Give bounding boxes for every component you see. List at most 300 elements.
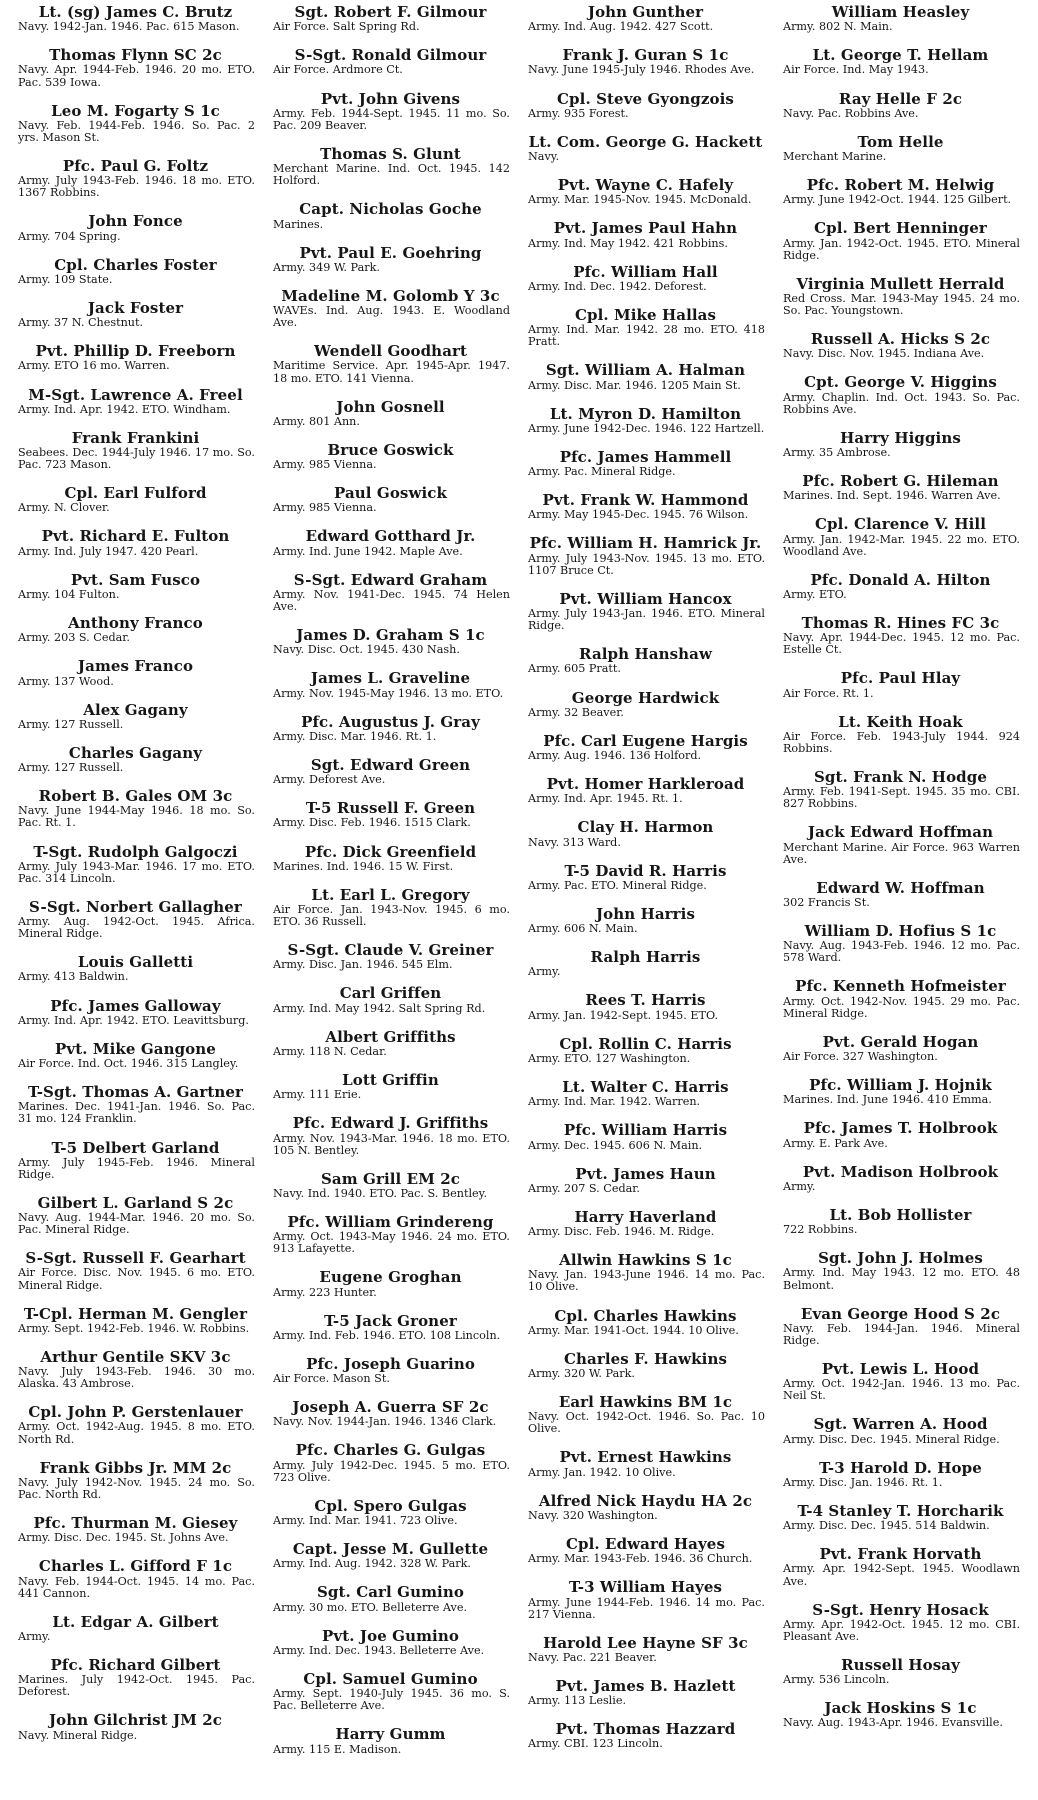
service-details: Army. Deforest Ave. [273, 773, 386, 787]
veteran-name: S-Sgt. Claude V. Greiner [287, 941, 494, 960]
roster-entry [271, 1214, 510, 1255]
veteran-name: Pfc. William Hall [573, 262, 718, 281]
service-details: Army. 137 Wood. [18, 674, 114, 688]
veteran-name: T-4 Stanley T. Horcharik [797, 1501, 1004, 1520]
roster-entry [271, 91, 510, 132]
veteran-name: Cpl. Charles Foster [54, 255, 217, 274]
service-details: Army. 320 W. Park. [528, 1367, 635, 1380]
roster-entry [781, 615, 1020, 656]
roster-entry [271, 245, 510, 274]
service-details: Navy. Pac. 221 Beaver. [528, 1650, 657, 1664]
service-details: Army. Oct. 1942-Jan. 1946. 13 mo. Pac. Neil St. [783, 1377, 1020, 1403]
service-details: Merchant Marine. Air Force. 963 Warren Ave. [783, 840, 1020, 866]
service-details: Army. [528, 965, 561, 979]
service-details: Army. 606 N. Main. [528, 922, 638, 936]
service-details: Navy. Pac. Robbins Ave. [783, 106, 919, 120]
roster-entry [526, 492, 765, 521]
service-details: Army. May 1945-Dec. 1945. 76 Wilson. [528, 508, 749, 522]
veteran-name: Pfc. Dick Greenfield [304, 842, 477, 861]
service-details: Army. Pac. Mineral Ridge. [528, 465, 676, 479]
roster-column-3 [520, 4, 775, 1800]
service-details: Air Force. Feb. 1943-July 1944. 924 Robbins. [783, 729, 1020, 755]
service-details: Army. Ind. May 1942. Salt Spring Rd. [273, 1001, 486, 1015]
service-details: Army. Ind. May 1943. 12 mo. ETO. 48 Belmont. [783, 1266, 1020, 1292]
service-details: Merchant Marine. Ind. Oct. 1945. 142 Holford. [273, 162, 510, 188]
roster-entry [271, 1628, 510, 1657]
roster-entry [526, 406, 765, 435]
roster-entry [526, 863, 765, 892]
roster-entry [271, 343, 510, 384]
veteran-name: Sgt. Warren A. Hood [813, 1415, 988, 1434]
service-details: Army. 127 Russell. [18, 761, 124, 775]
service-details: Army. Ind. Aug. 1942. 427 Scott. [528, 20, 714, 34]
veteran-name: Pfc. Joseph Guarino [306, 1354, 475, 1373]
service-details: Army. ETO. [783, 587, 847, 601]
roster-entry [16, 1349, 255, 1390]
service-details: Navy. 320 Washington. [528, 1508, 658, 1522]
service-details: Army. 30 mo. ETO. Belleterre Ave. [273, 1600, 468, 1614]
roster-entry [781, 4, 1020, 33]
roster-entry [781, 220, 1020, 261]
service-details: Army. July 1942-Dec. 1945. 5 mo. ETO. 723 Olive. [273, 1458, 510, 1484]
veteran-name: Cpl. Mike Hallas [574, 305, 717, 324]
roster-entry [781, 1460, 1020, 1489]
service-details: Army. 985 Vienna. [273, 501, 377, 515]
service-details: Navy. Aug. 1943-Feb. 1946. 12 mo. Pac. 578 Ward. [783, 939, 1020, 965]
veteran-name: Sgt. Frank N. Hodge [813, 768, 987, 787]
roster-entry [16, 1460, 255, 1501]
roster-entry [781, 714, 1020, 755]
service-details: Army. Disc. Feb. 1946. 1515 Clark. [273, 816, 471, 830]
veteran-name: Pfc. Paul G. Foltz [62, 157, 209, 176]
veteran-name: Cpl. Spero Gulgas [314, 1496, 467, 1515]
roster-entry [271, 1029, 510, 1058]
roster-entry [16, 1712, 255, 1741]
roster-entry [271, 1498, 510, 1527]
service-details: Army. Disc. Jan. 1946. 545 Elm. [273, 958, 453, 972]
service-details: Navy. June 1944-May 1946. 18 mo. So. Pac. Rt. 1. [18, 804, 255, 830]
veteran-name: Pfc. Donald A. Hilton [810, 570, 991, 589]
veteran-name: Carl Griffen [339, 984, 442, 1003]
service-details: 722 Robbins. [783, 1223, 858, 1237]
service-details: Army. June 1942-Oct. 1944. 125 Gilbert. [783, 193, 1012, 207]
roster-entry [271, 985, 510, 1014]
service-details: Army. Chaplin. Ind. Oct. 1943. So. Pac. Robbins Ave. [783, 390, 1020, 416]
roster-entry [271, 1399, 510, 1428]
roster-entry [16, 103, 255, 144]
roster-entry [526, 177, 765, 206]
roster-entry [781, 1120, 1020, 1149]
veteran-name: Madeline M. Golomb Y 3c [281, 286, 500, 305]
roster-entry [16, 1195, 255, 1236]
service-details: Navy. Oct. 1942-Oct. 1946. So. Pac. 10 Olive. [528, 1410, 765, 1436]
veteran-name: Frank J. Guran S 1c [562, 46, 729, 65]
veteran-name: T-5 David R. Harris [564, 861, 727, 880]
service-details: Army. ETO. 127 Washington. [528, 1051, 691, 1065]
veteran-name: Sam Grill EM 2c [320, 1169, 460, 1188]
roster-entry [16, 899, 255, 940]
veteran-name: James D. Graham S 1c [296, 626, 485, 645]
veteran-name: Lt. (sg) James C. Brutz [38, 4, 233, 21]
service-details: Army. CBI. 123 Lincoln. [528, 1737, 663, 1751]
roster-entry [271, 1072, 510, 1101]
veteran-name: Harry Higgins [840, 428, 961, 447]
veteran-name: T-Cpl. Herman M. Gengler [23, 1304, 248, 1323]
roster-entry [271, 800, 510, 829]
roster-entry [526, 591, 765, 632]
veteran-name: John Fonce [88, 212, 183, 231]
service-details: Army. Feb. 1941-Sept. 1945. 35 mo. CBI. 827 Robbins. [783, 785, 1020, 811]
roster-entry [781, 923, 1020, 964]
roster-entry [526, 264, 765, 293]
service-details: Navy. Feb. 1944-Feb. 1946. So. Pac. 2 yrs. Mason St. [18, 118, 255, 144]
service-details: Army. July 1943-Jan. 1946. ETO. Mineral Ridge. [528, 607, 765, 633]
roster-entry [781, 1503, 1020, 1532]
veteran-name: Lt. Walter C. Harris [562, 1078, 729, 1097]
service-details: Army. 935 Forest. [528, 106, 629, 120]
roster-entry [271, 844, 510, 873]
service-details: Navy. Apr. 1944-Dec. 1945. 12 mo. Pac. Estelle Ct. [783, 631, 1020, 657]
roster-entry [16, 1140, 255, 1181]
veteran-name: Cpl. Charles Hawkins [554, 1306, 737, 1325]
veteran-name: Pfc. James T. Holbrook [803, 1119, 998, 1138]
service-details: Army. Ind. Mar. 1942. Warren. [528, 1095, 701, 1109]
veteran-name: S-Sgt. Ronald Gilmour [294, 46, 487, 65]
roster-entry [16, 213, 255, 242]
service-details: Army. Mar. 1941-Oct. 1944. 10 Olive. [528, 1323, 739, 1337]
veteran-name: Pvt. Thomas Hazzard [555, 1720, 736, 1739]
veteran-name: Pfc. Charles G. Gulgas [295, 1441, 486, 1460]
roster-entry [16, 702, 255, 731]
roster-entry [271, 670, 510, 699]
service-details: Army. Disc. Mar. 1946. 1205 Main St. [528, 378, 741, 392]
veteran-name: T-5 Delbert Garland [51, 1138, 220, 1157]
veteran-name: Pfc. Augustus J. Gray [301, 712, 480, 731]
service-details: Navy. Feb. 1944-Oct. 1945. 14 mo. Pac. 441 Cannon. [18, 1574, 255, 1600]
service-details: Army. [783, 1179, 816, 1193]
veteran-name: Louis Galletti [77, 953, 194, 972]
veteran-name: William Heasley [831, 4, 970, 21]
veteran-name: Frank Frankini [71, 428, 200, 447]
service-details: Army. July 1943-Nov. 1945. 13 mo. ETO. 1107 Bruce Ct. [528, 551, 765, 577]
service-details: Army. Disc. Jan. 1946. Rt. 1. [783, 1475, 943, 1489]
veteran-name: Albert Griffiths [325, 1027, 456, 1046]
veteran-name: Pfc. Kenneth Hofmeister [795, 977, 1006, 996]
service-details: Army. 802 N. Main. [783, 20, 893, 34]
veteran-name: William D. Hofius S 1c [804, 922, 997, 941]
roster-entry [16, 788, 255, 829]
service-details: Army. 605 Pratt. [528, 662, 621, 676]
veteran-name: George Hardwick [571, 688, 720, 707]
service-details: Army. Ind. Mar. 1941. 723 Olive. [273, 1514, 458, 1528]
veteran-name: Virginia Mullett Herrald [796, 274, 1005, 293]
roster-entry [781, 134, 1020, 163]
veteran-name: Lt. Com. George G. Hackett [528, 132, 763, 151]
roster-entry [16, 430, 255, 471]
veteran-name: Pvt. James Paul Hahn [553, 219, 738, 238]
veteran-name: Cpl. Clarence V. Hill [814, 515, 986, 534]
service-details: Marines. Ind. 1946. 15 W. First. [273, 859, 454, 873]
veteran-name: Thomas R. Hines FC 3c [801, 614, 1000, 633]
service-details: Army. 104 Fulton. [18, 587, 120, 601]
roster-entry [16, 300, 255, 329]
veteran-name: Pvt. Madison Holbrook [802, 1162, 999, 1181]
roster-entry [781, 1034, 1020, 1063]
veteran-name: Cpt. George V. Higgins [804, 373, 997, 392]
roster-entry [526, 1209, 765, 1238]
service-details: Army. Disc. Dec. 1945. St. Johns Ave. [18, 1531, 229, 1545]
veteran-name: Leo M. Fogarty S 1c [51, 101, 220, 120]
veteran-name: John Gilchrist JM 2c [48, 1711, 223, 1730]
veteran-name: Pfc. Paul Hlay [840, 669, 961, 688]
roster-entry [781, 1700, 1020, 1729]
veteran-name: Harold Lee Hayne SF 3c [543, 1633, 748, 1652]
service-details: Army. 35 Ambrose. [783, 446, 891, 459]
service-details: Army. 113 Leslie. [528, 1694, 627, 1708]
roster-entry [271, 201, 510, 230]
veteran-name: Ralph Harris [590, 948, 701, 967]
service-details: WAVEs. Ind. Aug. 1943. E. Woodland Ave. [273, 304, 510, 330]
service-details: Army. Apr. 1942-Sept. 1945. Woodlawn Ave. [783, 1562, 1020, 1588]
service-details: Army. 203 S. Cedar. [18, 631, 130, 645]
roster-entry [526, 1394, 765, 1435]
roster-entry [526, 1493, 765, 1522]
veteran-name: Pfc. Robert G. Hileman [802, 472, 999, 491]
roster-entry [271, 627, 510, 656]
veteran-name: Jack Edward Hoffman [807, 823, 994, 842]
veteran-name: Pvt. Gerald Hogan [822, 1032, 979, 1051]
service-details: Navy. [528, 150, 560, 164]
roster-entry [526, 1166, 765, 1195]
veteran-name: Jack Hoskins S 1c [824, 1699, 977, 1718]
service-details: Air Force. Rt. 1. [783, 686, 874, 700]
veteran-name: Pvt. Frank Horvath [819, 1545, 982, 1564]
service-details: Navy. Mineral Ridge. [18, 1728, 138, 1742]
roster-entry [526, 1308, 765, 1337]
service-details: Marines. July 1942-Oct. 1945. Pac. Deforest. [18, 1673, 255, 1699]
service-details: 302 Francis St. [783, 896, 870, 909]
veteran-name: Lt. George T. Hellam [812, 46, 989, 65]
service-details: Air Force. Ardmore Ct. [273, 63, 403, 77]
service-details: Army. Disc. Feb. 1946. M. Ridge. [528, 1225, 715, 1239]
service-details: Navy. Apr. 1944-Feb. 1946. 20 mo. ETO. Pac. 539 Iowa. [18, 63, 255, 89]
roster-entry [781, 177, 1020, 206]
service-details: Army. Aug. 1942-Oct. 1945. Africa. Mineral Ridge. [18, 915, 255, 941]
service-details: Army. Oct. 1943-May 1946. 24 mo. ETO. 913 Lafayette. [273, 1230, 510, 1256]
veteran-name: Alex Gagany [83, 700, 188, 719]
roster-entry [271, 1269, 510, 1298]
service-details: Army. Oct. 1942-Nov. 1945. 29 mo. Pac. Mineral Ridge. [783, 994, 1020, 1020]
veteran-name: Russell A. Hicks S 2c [810, 330, 991, 349]
service-details: Army. Pac. ETO. Mineral Ridge. [528, 878, 707, 892]
roster-entry [781, 1657, 1020, 1686]
roster-entry [16, 1614, 255, 1643]
roster-entry [271, 1171, 510, 1200]
service-details: Army. 349 W. Park. [273, 260, 380, 274]
roster-entry [781, 1164, 1020, 1193]
veteran-name: Jack Foster [87, 298, 184, 317]
service-details: Army. Jan. 1942-Oct. 1945. ETO. Mineral Ridge. [783, 236, 1020, 262]
service-details: Army. Oct. 1942-Aug. 1945. 8 mo. ETO. North Rd. [18, 1420, 255, 1446]
service-details: Army. Aug. 1946. 136 Holford. [528, 748, 702, 762]
veteran-name: Cpl. Bert Henninger [814, 219, 987, 238]
roster-entry [781, 1361, 1020, 1402]
service-details: Army. 207 S. Cedar. [528, 1181, 640, 1195]
veteran-name: Pfc. William Harris [563, 1121, 728, 1140]
service-details: Seabees. Dec. 1944-July 1946. 17 mo. So. Pac. 723 Mason. [18, 446, 255, 472]
service-details: Army. 704 Spring. [18, 229, 121, 243]
veteran-name: Pvt. Mike Gangone [55, 1039, 216, 1058]
roster-entry [271, 146, 510, 187]
veteran-name: Charles F. Hawkins [563, 1349, 727, 1368]
veteran-name: Russell Hosay [841, 1655, 960, 1674]
roster-entry [781, 331, 1020, 360]
roster-entry [16, 343, 255, 372]
service-details: Navy. June 1945-July 1946. Rhodes Ave. [528, 63, 755, 77]
roster-entry [526, 776, 765, 805]
roster-entry [16, 1558, 255, 1599]
veteran-name: James Franco [77, 657, 194, 676]
veteran-name: Pvt. William Hancox [559, 589, 732, 608]
service-details: Army. Jan. 1942-Sept. 1945. ETO. [528, 1008, 719, 1022]
roster-entry [781, 516, 1020, 557]
service-details: Army. Ind. Mar. 1942. 28 mo. ETO. 418 Pratt. [528, 323, 765, 349]
roster-entry [781, 1602, 1020, 1643]
roster-entry [271, 1541, 510, 1570]
service-details: Army. N. Clover. [18, 501, 110, 515]
service-details: Army. E. Park Ave. [783, 1136, 888, 1150]
veteran-name: Pfc. William Grindereng [287, 1212, 494, 1231]
service-details: Army. Ind. Dec. 1943. Belleterre Ave. [273, 1643, 485, 1657]
roster-entry [526, 1678, 765, 1707]
roster-entry [271, 442, 510, 471]
roster-entry [781, 430, 1020, 459]
roster-entry [526, 91, 765, 120]
veteran-name: Lt. Earl L. Gregory [311, 885, 470, 904]
roster-entry [526, 1252, 765, 1293]
veteran-name: Pfc. William J. Hojnik [809, 1076, 992, 1095]
veteran-name: S-Sgt. Russell F. Gearhart [25, 1249, 246, 1268]
service-details: Army. Mar. 1945-Nov. 1945. McDonald. [528, 193, 752, 207]
roster-entry [781, 374, 1020, 415]
service-details: Army. Sept. 1942-Feb. 1946. W. Robbins. [18, 1321, 250, 1335]
veteran-name: Earl Hawkins BM 1c [558, 1393, 733, 1412]
veteran-name: Lt. Bob Hollister [829, 1205, 972, 1224]
service-details: Army. Disc. Mar. 1946. Rt. 1. [273, 729, 437, 743]
veteran-name: T-Sgt. Rudolph Galgoczi [33, 842, 238, 861]
veteran-name: Lt. Myron D. Hamilton [549, 404, 742, 423]
service-details: Army. [18, 1629, 51, 1643]
veteran-name: Rees T. Harris [585, 991, 706, 1010]
roster-entry [526, 1721, 765, 1750]
service-details: Army. 536 Lincoln. [783, 1673, 890, 1687]
veteran-name: Pvt. Homer Harkleroad [546, 775, 745, 794]
service-details: Army. Ind. Apr. 1945. Rt. 1. [528, 792, 683, 806]
roster-entry [271, 1356, 510, 1385]
service-details: Navy. Ind. 1940. ETO. Pac. S. Bentley. [273, 1186, 488, 1200]
service-details: Navy. Disc. Nov. 1945. Indiana Ave. [783, 347, 985, 361]
service-details: Army. Jan. 1942-Mar. 1945. 22 mo. ETO. Woodland Ave. [783, 532, 1020, 558]
veteran-name: Pvt. James B. Hazlett [555, 1676, 736, 1695]
service-details: Army. 32 Beaver. [528, 705, 624, 719]
veteran-name: T-3 Harold D. Hope [819, 1458, 982, 1477]
roster-entry [271, 887, 510, 928]
service-details: Army. ETO 16 mo. Warren. [18, 359, 170, 373]
veteran-name: Alfred Nick Haydu HA 2c [538, 1491, 753, 1510]
service-details: Navy. 1942-Jan. 1946. Pac. 615 Mason. [18, 20, 240, 34]
roster-entry [271, 572, 510, 613]
veteran-name: Bruce Goswick [327, 440, 454, 459]
roster-entry [526, 4, 765, 33]
service-details: Army. 985 Vienna. [273, 458, 377, 472]
service-details: Navy. Disc. Oct. 1945. 430 Nash. [273, 643, 460, 657]
veteran-name: Pfc. James Galloway [50, 996, 221, 1015]
veteran-name: Joseph A. Guerra SF 2c [292, 1398, 489, 1417]
service-details: Air Force. 327 Washington. [783, 1050, 938, 1064]
veteran-name: T-3 William Hayes [568, 1578, 723, 1597]
veteran-name: Thomas Flynn SC 2c [49, 46, 222, 65]
roster-entry [526, 1122, 765, 1151]
veteran-name: T-5 Jack Groner [324, 1311, 457, 1330]
roster-entry [16, 615, 255, 644]
veteran-name: Harry Haverland [574, 1207, 717, 1226]
service-details: Army. Ind. Aug. 1942. 328 W. Park. [273, 1557, 471, 1571]
service-details: Army. Ind. May 1942. 421 Robbins. [528, 236, 728, 250]
service-details: Army. Ind. Dec. 1942. Deforest. [528, 279, 707, 293]
roster-entry [16, 998, 255, 1027]
roster-entry [781, 670, 1020, 699]
service-details: Navy. 313 Ward. [528, 835, 621, 849]
veteran-name: John Gunther [587, 4, 704, 21]
veteran-name: Harry Gumm [335, 1725, 446, 1744]
service-details: Army. 37 N. Chestnut. [18, 316, 144, 330]
service-details: Red Cross. Mar. 1943-May 1945. 24 mo. So. Pac. Youngstown. [783, 291, 1020, 318]
veteran-name: Pvt. Lewis L. Hood [821, 1360, 980, 1378]
service-details: Navy. Feb. 1944-Jan. 1946. Mineral Ridge. [783, 1321, 1020, 1347]
veteran-name: Eugene Groghan [319, 1268, 462, 1287]
service-details: Air Force. Salt Spring Rd. [273, 20, 420, 34]
roster-entry [271, 1115, 510, 1156]
roster-entry [16, 1041, 255, 1070]
roster-column-1 [10, 4, 265, 1800]
veteran-name: Lt. Keith Hoak [838, 712, 963, 731]
service-details: Army. 801 Ann. [273, 414, 360, 428]
roster-entry [16, 844, 255, 885]
roster-entry [526, 220, 765, 249]
service-details: Army. Apr. 1942-Oct. 1945. 12 mo. CBI. Pleasant Ave. [783, 1617, 1020, 1643]
roster-entry [16, 1250, 255, 1291]
veteran-name: Lt. Edgar A. Gilbert [52, 1612, 219, 1631]
roster-entry [781, 91, 1020, 120]
service-details: Army. Ind. July 1947. 420 Pearl. [18, 544, 199, 558]
service-details: Merchant Marine. [783, 150, 887, 164]
service-details: Air Force. Disc. Nov. 1945. 6 mo. ETO. Mineral Ridge. [18, 1266, 255, 1292]
roster-entry [16, 1306, 255, 1335]
veteran-name: Cpl. Rollin C. Harris [559, 1034, 732, 1053]
roster-entry [271, 1584, 510, 1613]
roster-entry [16, 1657, 255, 1698]
roster-entry [526, 992, 765, 1021]
service-details: Navy. Aug. 1944-Mar. 1946. 20 mo. So. Pac. Mineral Ridge. [18, 1211, 255, 1237]
veteran-name: Pfc. James Hammell [559, 447, 732, 466]
roster-entry [781, 880, 1020, 909]
service-details: Marines. Ind. Sept. 1946. Warren Ave. [783, 489, 1001, 503]
veteran-name: Edward Gotthard Jr. [305, 527, 476, 546]
veteran-name: Charles L. Gifford F 1c [38, 1557, 233, 1576]
service-details: Army. Nov. 1945-May 1946. 13 mo. ETO. [273, 686, 504, 700]
veteran-name: John Gosnell [336, 397, 445, 416]
veteran-name: Anthony Franco [68, 614, 203, 633]
